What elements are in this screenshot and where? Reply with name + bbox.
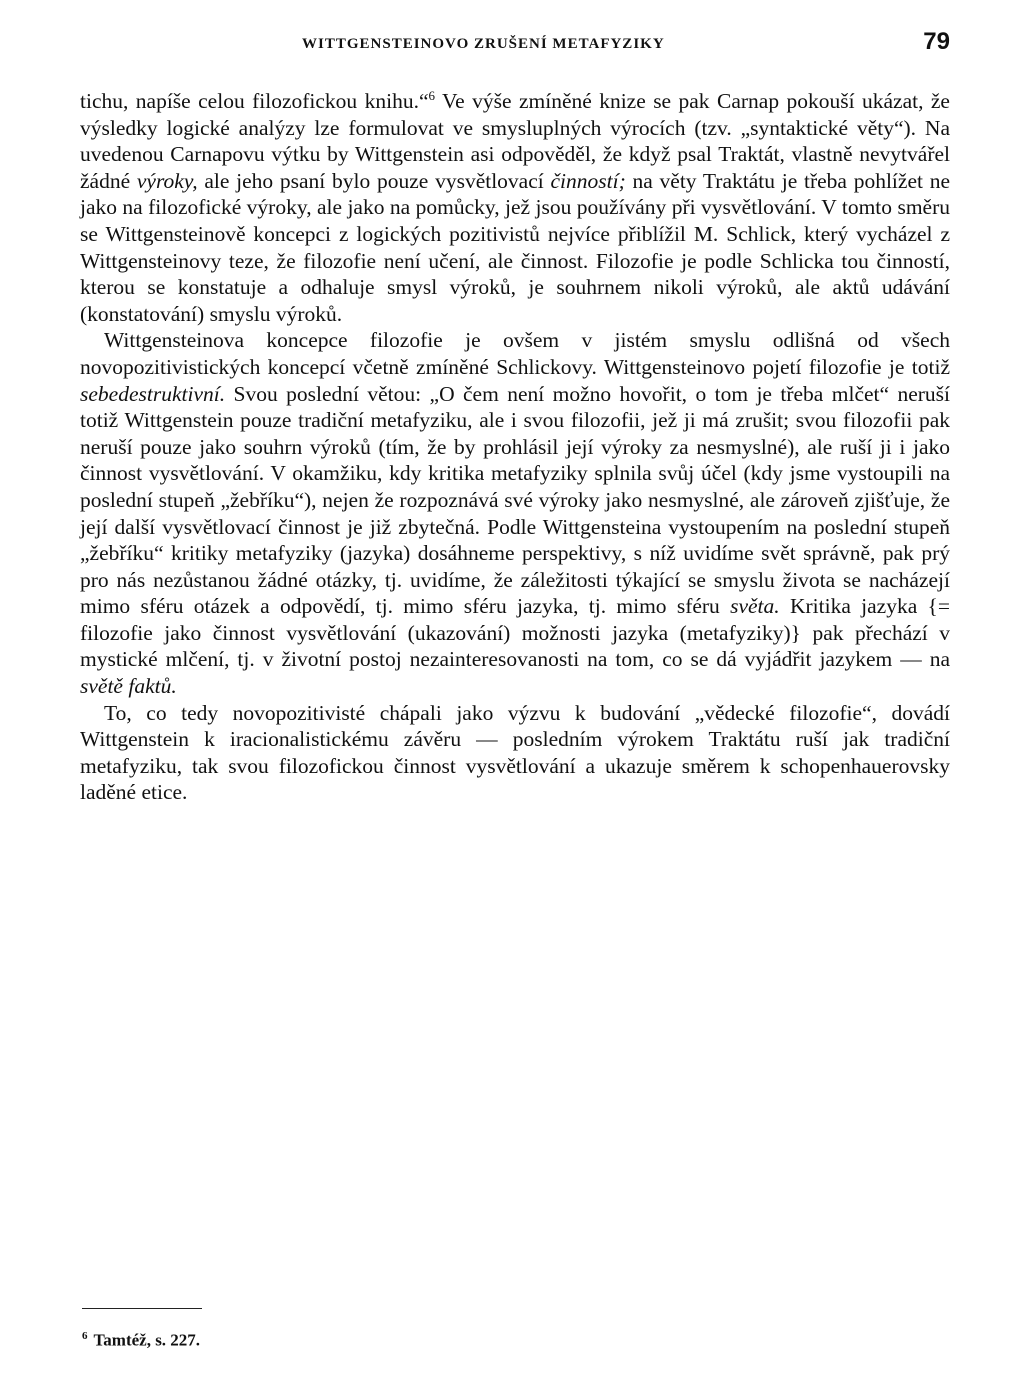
text-run: tichu, napíše celou filozofickou knihu.“ (80, 89, 429, 113)
italic-text: výroky, (136, 168, 198, 193)
footnote (82, 1330, 200, 1351)
italic-text: činností; (550, 168, 626, 193)
body-text (80, 88, 950, 806)
text-run: Wittgensteinova koncepce filozofie je ovšem v jistém smyslu odlišná od všech novopozitivistických koncepcí včetně zmíněné Schlickovy. Wittgensteinovo pojetí filozofie je totiž (80, 328, 950, 379)
footnote-rule (82, 1308, 202, 1309)
italic-text: sebedestruktivní. (80, 381, 226, 406)
footnote-reference: 6 (428, 87, 435, 103)
text-run: Ve výše zmíněné knize se pak Carnap pokouší ukázat, že výsledky logické analýzy lze formulovat ve smysluplných výrocích (tzv. „syntaktické věty“). Na uvedenou Carnapovu výtku by Wittgenstein asi odpověděl, že když psal Traktát, vlastně nevytvářel žádné (80, 89, 950, 193)
text-run: Kritika jazyka {= filozofie jako činnost vysvětlování (ukazování) možnosti jazyka (metafyziky)} pak přechází v mystické mlčení, tj. v životní postoj nezainteresovanosti na tom, co se dá vyjádřit jazykem — na (80, 594, 950, 672)
book-page (80, 28, 950, 806)
footnote-text: Tamtéž, s. 227. (93, 1330, 201, 1350)
italic-text: světa. (730, 594, 780, 619)
paragraph (80, 327, 950, 699)
italic-text: světě faktů. (80, 674, 177, 699)
paragraph (80, 700, 950, 806)
page-number: 79 (923, 28, 950, 55)
text-run: Svou poslední větou: „O čem není možno hovořit, o tom je třeba mlčet“ neruší totiž Wittgenstein pouze tradiční metafyziku, ale i svou filozofii, jež ji má zrušit; svou filozofii pak neruší pouze jako souhrn výroků (tím, že by prohlásil její výroky za nesmyslné), ale ruší ji i jako činnost vysvětlování. V okamžiku, kdy kritika metafyziky splnila svůj účel (kdy jsme vystoupili na poslední stupeň „žebříku“), nejen že rozpoznává své výroky jako nesmyslné, ale zároveň zjišťuje, že její další vysvětlovací činnost je již zbytečná. Podle Wittgensteina vystoupením na poslední stupeň „žebříku“ kritiky metafyziky (jazyka) dosáhneme perspektivy, s níž uvidíme svět správně, pak prý pro nás nezůstanou žádné otázky, tj. uvidíme, že záležitosti týkající se smyslu života se nacházejí mimo sféru otázek a odpovědí, tj. mimo sféru jazyka, tj. mimo sféru (80, 381, 950, 619)
running-title: WITTGENSTEINOVO ZRUŠENÍ METAFYZIKY (302, 36, 665, 52)
text-run: To, co tedy novopozitivisté chápali jako výzvu k budování „vědecké filozofie“, dovádí Wittgenstein k iracionalistickému závěru — posledním výrokem Traktátu ruší jak tradiční metafyziku, tak svou filozofickou činnost vysvětlování a ukazuje směrem k schopenhauerovsky laděné etice. (80, 700, 950, 805)
footnote-marker: 6 (82, 1330, 88, 1342)
text-run: ale jeho psaní bylo pouze vysvětlovací (197, 168, 551, 193)
paragraph (80, 88, 950, 327)
running-head (80, 28, 950, 68)
text-run: na věty Traktátu je třeba pohlížet ne jako na filozofické výroky, ale jako na pomůcky, jež jsou používány při vysvětlování. V tomto směru se Wittgensteinově koncepci z logických pozitivistů nejvíce přiblížil M. Schlick, který vycházel z Wittgensteinovy teze, že filozofie není učení, ale činnost. Filozofie je podle Schlicka tou činností, kterou se konstatuje a odhaluje smysl výroků, je souhrnem nikoli výroků, ale aktů udávání (konstatování) smyslu výroků. (80, 168, 951, 326)
